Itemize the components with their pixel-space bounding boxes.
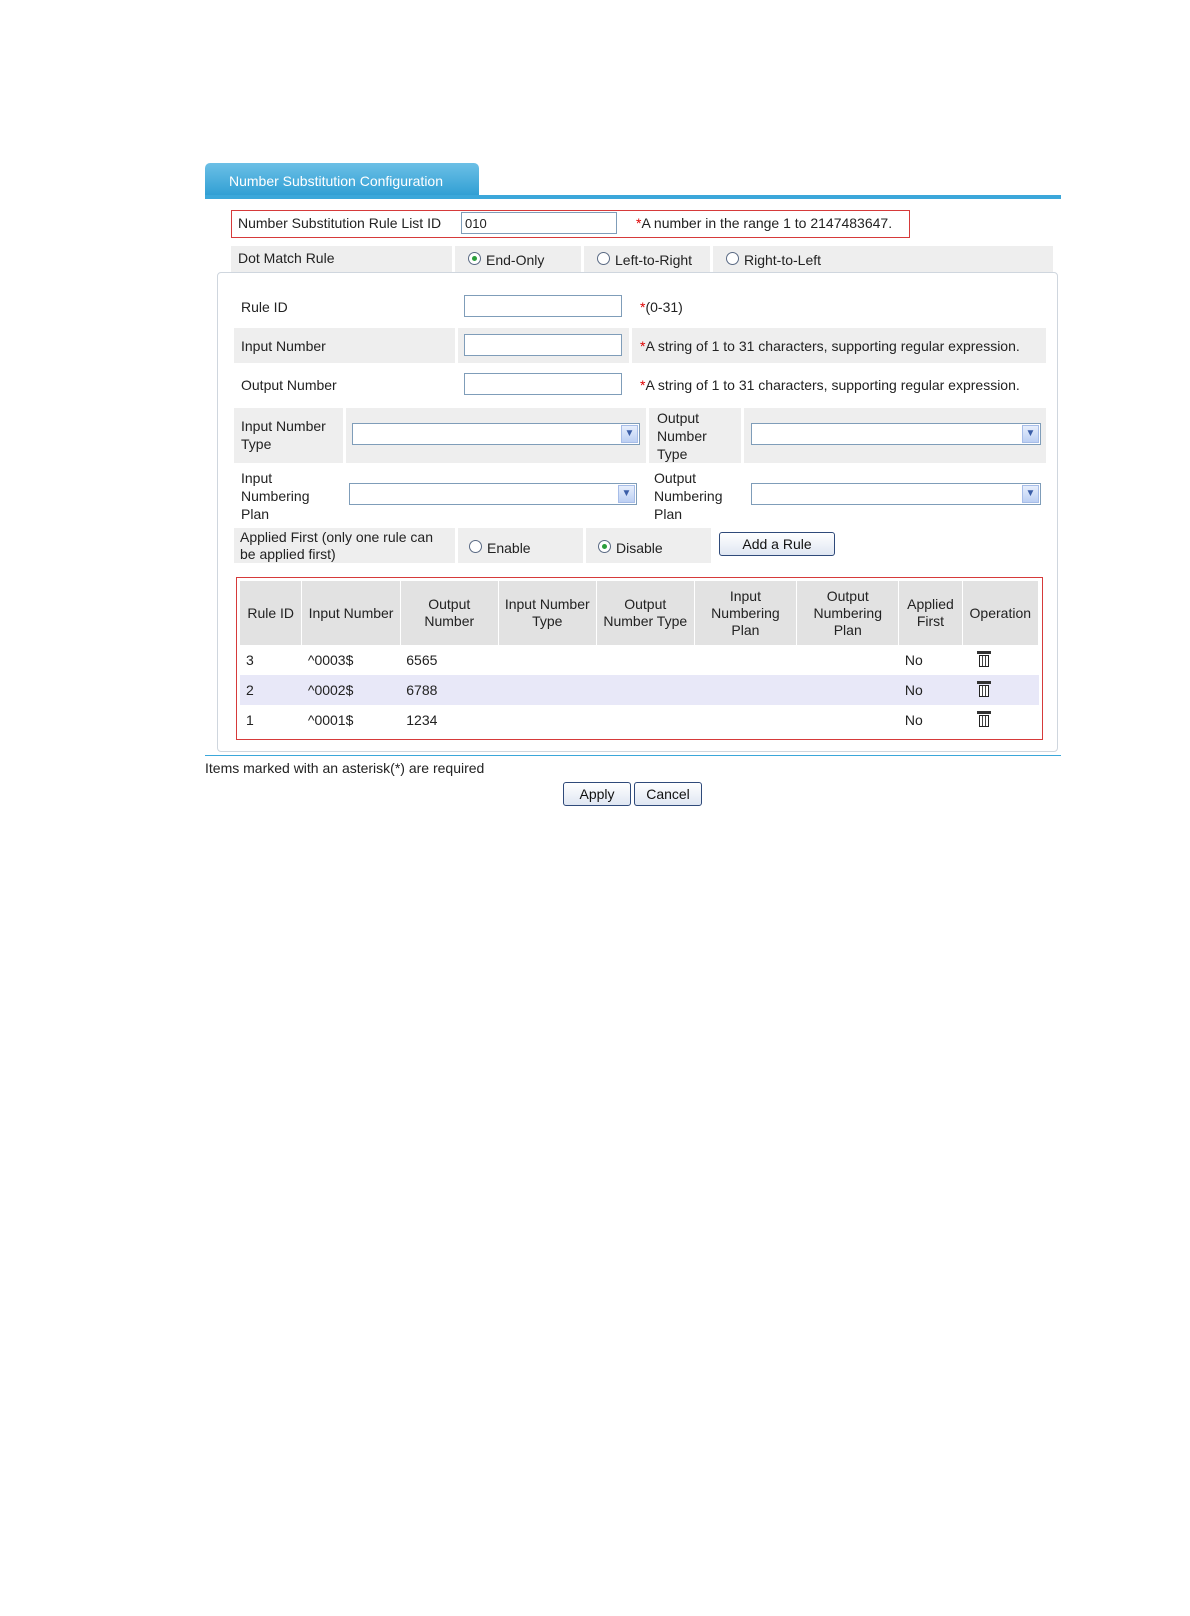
input-numbering-plan-label-l2: Numbering	[241, 488, 310, 504]
output-number-type-select[interactable]	[751, 423, 1041, 445]
cell-input-numbering-plan	[694, 675, 796, 705]
radio-applied-first-disable-label: Disable	[616, 540, 663, 556]
input-number-type-select[interactable]	[352, 423, 640, 445]
rule-id-input[interactable]	[464, 295, 622, 317]
chevron-down-icon[interactable]: ▼	[618, 485, 635, 503]
cell-input-numbering-plan	[694, 705, 796, 735]
cell-output-numbering-plan	[797, 675, 899, 705]
cell-input-number: ^0003$	[307, 652, 354, 668]
applied-first-label-l1: Applied First (only one rule can	[240, 529, 433, 545]
cell-input-number-type	[498, 675, 596, 705]
cell-rule-id: 2	[240, 675, 302, 705]
input-number-input[interactable]	[464, 334, 622, 356]
column-header	[797, 581, 899, 645]
output-number-type-label-l3: Type	[657, 446, 688, 462]
input-numbering-plan-label	[241, 469, 309, 523]
output-number-hint	[640, 377, 1020, 393]
output-number-input[interactable]	[464, 373, 622, 395]
list-id-label: Number Substitution Rule List ID	[238, 215, 442, 231]
output-number-type-label	[657, 409, 707, 463]
radio-end-only[interactable]	[468, 252, 481, 265]
cell-output-numbering-plan	[797, 705, 899, 735]
delete-icon[interactable]	[978, 711, 990, 727]
delete-icon[interactable]	[978, 681, 990, 697]
radio-applied-first-enable[interactable]	[469, 540, 482, 553]
column-header	[899, 581, 962, 645]
table-body	[240, 645, 1039, 735]
add-rule-button[interactable]: Add a Rule	[719, 532, 835, 556]
required-note: Items marked with an asterisk(*) are required	[205, 760, 485, 776]
column-header-line: Plan	[833, 621, 862, 638]
column-header-line: Type	[532, 613, 563, 629]
table-row	[240, 645, 1039, 675]
radio-right-to-left-label: Right-to-Left	[744, 252, 822, 268]
list-id-hint	[636, 215, 892, 231]
cell-operation	[962, 675, 1038, 705]
tab-number-substitution-configuration[interactable]	[205, 163, 479, 199]
column-header	[962, 581, 1038, 645]
apply-button[interactable]: Apply	[563, 782, 631, 806]
cell-applied-first: No	[904, 712, 923, 728]
cell-input-number-type	[498, 705, 596, 735]
chevron-down-icon[interactable]: ▼	[1022, 425, 1039, 443]
input-number-label: Input Number	[241, 338, 326, 354]
cell-output-number: 6565	[406, 652, 438, 668]
column-header	[302, 581, 400, 645]
column-header-line: Input Number	[308, 604, 394, 621]
column-header-line: Input	[729, 587, 761, 604]
dot-match-label: Dot Match Rule	[238, 250, 335, 266]
input-numbering-plan-select[interactable]	[349, 483, 637, 505]
radio-left-to-right-label: Left-to-Right	[615, 252, 693, 268]
cell-output-number: 1234	[406, 712, 438, 728]
cell-operation	[962, 645, 1038, 675]
cell-input-numbering-plan	[694, 645, 796, 675]
output-numbering-plan-select[interactable]	[751, 483, 1041, 505]
output-numbering-plan-label-l2: Numbering	[654, 488, 723, 504]
rule-id-label: Rule ID	[241, 299, 288, 315]
column-header	[694, 581, 796, 645]
input-number-hint-text: A string of 1 to 31 characters, supporting regular expression.	[645, 338, 1020, 354]
radio-left-to-right[interactable]	[597, 252, 610, 265]
column-header-line: Rule ID	[247, 604, 295, 621]
applied-first-label	[240, 529, 433, 563]
cell-input-number-type	[498, 645, 596, 675]
table-row	[240, 675, 1039, 705]
delete-icon[interactable]	[978, 651, 990, 667]
cell-input-number: ^0001$	[307, 712, 354, 728]
column-header-line: Numbering	[711, 604, 780, 621]
output-numbering-plan-label-l1: Output	[654, 470, 697, 486]
column-header-line: Input Number	[504, 596, 590, 612]
column-header	[498, 581, 596, 645]
input-number-hint	[640, 338, 1020, 354]
cell-operation	[962, 705, 1038, 735]
rules-table	[240, 581, 1039, 735]
input-number-type-label	[241, 417, 326, 453]
required-star: *	[636, 215, 642, 231]
table-row	[240, 705, 1039, 735]
output-numbering-plan-label-l3: Plan	[654, 506, 683, 522]
cell-applied-first: No	[899, 675, 962, 705]
input-numbering-plan-label-l3: Plan	[241, 506, 270, 522]
radio-applied-first-enable-label: Enable	[487, 540, 531, 556]
radio-end-only-label: End-Only	[486, 252, 545, 268]
required-star: *	[640, 377, 646, 393]
footer-divider	[205, 755, 1061, 756]
column-header	[400, 581, 498, 645]
cell-input-number: ^0002$	[302, 675, 400, 705]
column-header-line: Output	[428, 596, 471, 612]
cell-output-number-type	[596, 675, 694, 705]
table-header-row	[240, 581, 1039, 645]
required-star: *	[640, 338, 646, 354]
column-header-line: Numbering	[813, 604, 882, 621]
column-header-line: Applied	[907, 596, 954, 612]
cell-output-number-type	[596, 705, 694, 735]
tab-title: Number Substitution Configuration	[229, 173, 444, 189]
cancel-button[interactable]: Cancel	[634, 782, 702, 806]
required-star: *	[640, 299, 646, 315]
column-header	[240, 581, 302, 645]
radio-applied-first-disable[interactable]	[598, 540, 611, 553]
rule-id-hint	[640, 299, 683, 315]
output-number-type-label-l1: Output	[657, 410, 700, 426]
column-header-line: Plan	[731, 621, 760, 638]
column-header-line: Output	[826, 587, 869, 604]
output-number-hint-text: A string of 1 to 31 characters, supporting regular expression.	[645, 377, 1020, 393]
list-id-hint-text: A number in the range 1 to 2147483647.	[641, 215, 893, 231]
cell-output-number-type	[596, 645, 694, 675]
column-header-line: Operation	[969, 604, 1032, 621]
chevron-down-icon[interactable]: ▼	[1022, 485, 1039, 503]
input-number-type-label-l1: Input Number	[241, 418, 326, 434]
input-numbering-plan-label-l1: Input	[241, 470, 273, 486]
output-number-label: Output Number	[241, 377, 337, 393]
output-numbering-plan-label	[654, 469, 722, 523]
input-number-type-label-l2: Type	[241, 436, 272, 452]
cell-rule-id: 1	[246, 712, 254, 728]
cell-rule-id: 3	[246, 652, 254, 668]
cell-output-number: 6788	[400, 675, 498, 705]
column-header-line: First	[916, 613, 945, 629]
column-header-line: Number	[424, 613, 475, 629]
list-id-input[interactable]	[461, 212, 617, 234]
column-header	[596, 581, 694, 645]
applied-first-label-l2: be applied first)	[240, 546, 336, 562]
column-header-line: Number Type	[603, 613, 688, 629]
tab-underline	[205, 195, 1061, 199]
cell-applied-first: No	[904, 652, 923, 668]
radio-right-to-left[interactable]	[726, 252, 739, 265]
column-header-line: Output	[624, 596, 667, 612]
chevron-down-icon[interactable]: ▼	[621, 425, 638, 443]
cell-output-numbering-plan	[797, 645, 899, 675]
output-number-type-label-l2: Number	[657, 428, 707, 444]
rule-id-hint-text: (0-31)	[645, 299, 683, 315]
